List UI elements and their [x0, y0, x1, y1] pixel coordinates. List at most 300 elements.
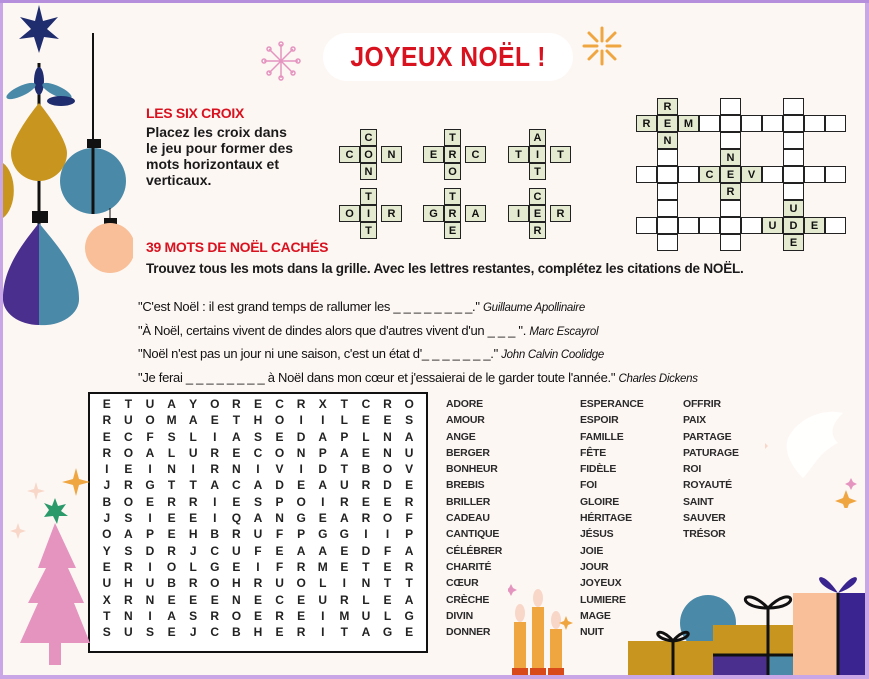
- crossword-cell[interactable]: [825, 115, 846, 132]
- grid-letter[interactable]: P: [145, 527, 154, 542]
- grid-letter[interactable]: G: [296, 511, 306, 526]
- grid-letter[interactable]: G: [382, 625, 393, 640]
- grid-letter[interactable]: J: [189, 543, 197, 558]
- crossword-cell[interactable]: [804, 115, 825, 132]
- grid-letter[interactable]: D: [145, 543, 155, 558]
- grid-letter[interactable]: F: [405, 511, 413, 526]
- six-croix-title: LES SIX CROIX: [146, 105, 245, 121]
- grid-letter[interactable]: C: [210, 625, 220, 640]
- grid-letter[interactable]: E: [297, 608, 306, 623]
- grid-letter[interactable]: R: [383, 397, 392, 411]
- grid-letter[interactable]: E: [383, 559, 392, 574]
- grid-letter[interactable]: E: [145, 494, 154, 509]
- grid-letter[interactable]: E: [297, 478, 306, 493]
- grid-letter[interactable]: C: [232, 478, 241, 493]
- grid-letter[interactable]: R: [167, 494, 176, 509]
- grid-letter[interactable]: P: [297, 527, 306, 542]
- grid-letter[interactable]: N: [383, 445, 392, 460]
- grid-letter[interactable]: L: [189, 559, 197, 574]
- grid-letter[interactable]: A: [253, 478, 263, 493]
- grid-letter[interactable]: N: [361, 576, 371, 591]
- grid-letter[interactable]: R: [253, 576, 263, 591]
- grid-letter[interactable]: S: [102, 625, 111, 640]
- grid-letter[interactable]: T: [103, 608, 111, 623]
- crossword-cell[interactable]: [657, 166, 678, 183]
- crossword-cell[interactable]: [657, 183, 678, 200]
- grid-letter[interactable]: O: [166, 559, 177, 574]
- grid-letter[interactable]: I: [342, 576, 346, 591]
- grid-letter[interactable]: O: [274, 445, 285, 460]
- grid-letter[interactable]: J: [103, 478, 111, 493]
- grid-letter[interactable]: H: [253, 413, 263, 428]
- crossword-cell[interactable]: C: [699, 166, 720, 183]
- crossword-cell[interactable]: N: [657, 132, 678, 149]
- grid-letter[interactable]: U: [253, 527, 263, 542]
- crossword-cell[interactable]: [699, 115, 720, 132]
- crossword-cell[interactable]: [783, 115, 804, 132]
- grid-letter[interactable]: I: [385, 527, 390, 542]
- grid-letter[interactable]: R: [296, 625, 306, 640]
- crossword-cell[interactable]: [783, 183, 804, 200]
- grid-letter[interactable]: U: [188, 445, 198, 460]
- word-list-item: AMOUR: [446, 414, 485, 427]
- grid-letter[interactable]: R: [404, 494, 414, 509]
- grid-letter[interactable]: I: [321, 625, 325, 640]
- crossword-cell[interactable]: R: [636, 115, 657, 132]
- crossword-cell[interactable]: [783, 166, 804, 183]
- grid-letter[interactable]: U: [318, 592, 328, 607]
- grid-letter[interactable]: E: [253, 397, 262, 411]
- cross-cell-center: I: [360, 205, 377, 222]
- grid-letter[interactable]: S: [189, 608, 198, 623]
- grid-letter[interactable]: C: [275, 592, 284, 607]
- grid-letter[interactable]: E: [383, 592, 392, 607]
- grid-letter[interactable]: T: [340, 625, 348, 640]
- grid-letter[interactable]: L: [167, 445, 176, 460]
- grid-letter[interactable]: E: [318, 511, 327, 526]
- crossword-cell[interactable]: [762, 115, 783, 132]
- grid-letter[interactable]: I: [148, 511, 152, 526]
- grid-letter[interactable]: R: [296, 397, 306, 411]
- grid-letter[interactable]: A: [318, 543, 328, 558]
- grid-letter[interactable]: E: [340, 559, 349, 574]
- cross-cell-center: E: [529, 205, 546, 222]
- grid-letter[interactable]: O: [382, 511, 393, 526]
- grid-letter[interactable]: R: [339, 592, 349, 607]
- grid-letter[interactable]: L: [340, 413, 348, 428]
- instruction-line: le jeu pour former des: [146, 140, 294, 156]
- word-list-item: FAMILLE: [580, 430, 624, 443]
- grid-letter[interactable]: J: [189, 625, 197, 640]
- grid-letter[interactable]: R: [404, 559, 414, 574]
- cross-piece[interactable]: [508, 129, 583, 186]
- grid-letter[interactable]: E: [275, 625, 284, 640]
- grid-letter[interactable]: I: [256, 559, 260, 574]
- crossword-cell[interactable]: [783, 149, 804, 166]
- grid-letter[interactable]: S: [253, 494, 262, 509]
- word-list-column-1: [446, 396, 502, 640]
- crossword-cell[interactable]: [678, 166, 699, 183]
- grid-letter[interactable]: I: [299, 413, 303, 428]
- grid-letter[interactable]: I: [148, 462, 152, 477]
- crossword-cell[interactable]: [720, 132, 741, 149]
- grid-letter[interactable]: H: [188, 527, 198, 542]
- grid-letter[interactable]: U: [361, 608, 371, 623]
- crossword-cell[interactable]: [678, 217, 699, 234]
- grid-letter[interactable]: E: [361, 494, 370, 509]
- grid-letter[interactable]: M: [339, 608, 350, 623]
- crossword-cell[interactable]: [720, 200, 741, 217]
- crossword-cell[interactable]: [783, 132, 804, 149]
- grid-letter[interactable]: I: [148, 608, 152, 623]
- grid-letter[interactable]: T: [383, 576, 392, 591]
- grid-letter[interactable]: I: [213, 511, 217, 526]
- grid-letter[interactable]: U: [102, 576, 112, 591]
- grid-letter[interactable]: N: [232, 592, 241, 607]
- grid-letter[interactable]: E: [167, 527, 176, 542]
- grid-letter[interactable]: N: [167, 462, 176, 477]
- grid-letter[interactable]: R: [188, 576, 198, 591]
- grid-letter[interactable]: E: [189, 592, 198, 607]
- crossword-cell[interactable]: R: [720, 183, 741, 200]
- grid-letter[interactable]: T: [167, 478, 176, 493]
- quote-3: "Noël n'est pas un jour ni une saison, c'est un état d'_ _ _ _ _ _ _." John Calvin Coolidge: [138, 346, 604, 361]
- grid-letter[interactable]: E: [167, 511, 176, 526]
- grid-letter[interactable]: E: [361, 445, 370, 460]
- grid-letter[interactable]: M: [166, 413, 177, 428]
- grid-letter[interactable]: H: [253, 625, 263, 640]
- crossword-cell[interactable]: E: [720, 166, 741, 183]
- grid-letter[interactable]: I: [191, 462, 195, 477]
- grid-letter[interactable]: U: [232, 543, 241, 558]
- grid-letter[interactable]: A: [232, 429, 241, 444]
- grid-letter[interactable]: E: [232, 559, 241, 574]
- crossword-cell[interactable]: [657, 234, 678, 251]
- grid-letter[interactable]: C: [210, 543, 220, 558]
- grid-letter[interactable]: B: [102, 494, 112, 509]
- word-list-item: DIVIN: [446, 609, 474, 622]
- grid-letter[interactable]: R: [210, 462, 220, 477]
- grid-letter[interactable]: I: [213, 429, 217, 444]
- crossword-cell[interactable]: [720, 234, 741, 251]
- grid-letter[interactable]: Y: [102, 543, 111, 558]
- grid-letter[interactable]: P: [405, 527, 414, 542]
- grid-letter[interactable]: I: [321, 413, 325, 428]
- grid-letter[interactable]: R: [361, 478, 371, 493]
- grid-letter[interactable]: E: [383, 494, 392, 509]
- grid-letter[interactable]: O: [231, 608, 242, 623]
- grid-letter[interactable]: E: [383, 413, 392, 428]
- crossword-cell[interactable]: U: [783, 200, 804, 217]
- grid-letter[interactable]: E: [124, 462, 133, 477]
- grid-row: [96, 510, 420, 526]
- grid-letter[interactable]: A: [145, 445, 155, 460]
- grid-letter[interactable]: E: [253, 608, 262, 623]
- grid-letter[interactable]: R: [210, 608, 220, 623]
- grid-letter[interactable]: V: [275, 462, 284, 477]
- grid-letter[interactable]: E: [405, 478, 414, 493]
- cross-piece[interactable]: [423, 188, 498, 245]
- grid-letter[interactable]: R: [210, 445, 220, 460]
- grid-letter[interactable]: I: [364, 527, 368, 542]
- grid-letter[interactable]: C: [124, 429, 133, 444]
- word-list-item: BREBIS: [446, 479, 485, 492]
- crossword-cell[interactable]: D: [783, 217, 804, 234]
- grid-letter[interactable]: R: [339, 494, 349, 509]
- grid-letter[interactable]: O: [123, 494, 134, 509]
- grid-letter[interactable]: E: [210, 413, 219, 428]
- grid-letter[interactable]: I: [213, 494, 217, 509]
- grid-letter[interactable]: T: [405, 576, 413, 591]
- grid-letter[interactable]: A: [404, 429, 414, 444]
- grid-letter[interactable]: E: [232, 494, 241, 509]
- grid-letter[interactable]: O: [145, 413, 155, 428]
- grid-letter[interactable]: R: [167, 543, 176, 558]
- grid-letter[interactable]: U: [339, 478, 349, 493]
- grid-letter[interactable]: R: [124, 592, 133, 607]
- grid-letter[interactable]: R: [232, 527, 241, 542]
- grid-letter[interactable]: R: [102, 413, 112, 428]
- grid-letter[interactable]: L: [189, 429, 197, 444]
- grid-letter[interactable]: R: [296, 559, 306, 574]
- grid-letter[interactable]: I: [148, 559, 152, 574]
- crossword-cell[interactable]: [657, 149, 678, 166]
- quote-4: "Je ferai _ _ _ _ _ _ _ _ à Noël dans mon cœur et j'essaierai de le garder toute l'année." Charles Dickens: [138, 369, 698, 385]
- grid-letter[interactable]: X: [102, 592, 111, 607]
- grid-letter[interactable]: N: [383, 429, 392, 444]
- grid-letter[interactable]: H: [232, 576, 241, 591]
- grid-letter[interactable]: E: [340, 543, 349, 558]
- grid-letter[interactable]: O: [210, 397, 220, 411]
- grid-letter[interactable]: I: [321, 608, 325, 623]
- crossword-cell[interactable]: [804, 166, 825, 183]
- grid-letter[interactable]: A: [210, 478, 220, 493]
- grid-letter[interactable]: E: [102, 397, 111, 411]
- crossword-cell[interactable]: E: [783, 234, 804, 251]
- grid-letter[interactable]: B: [232, 625, 241, 640]
- grid-letter[interactable]: G: [145, 478, 155, 493]
- grid-letter[interactable]: S: [405, 413, 414, 428]
- grid-letter[interactable]: E: [167, 592, 176, 607]
- grid-letter[interactable]: A: [167, 397, 176, 411]
- grid-letter[interactable]: L: [383, 608, 392, 623]
- grid-letter[interactable]: R: [232, 397, 241, 411]
- grid-letter[interactable]: U: [124, 413, 133, 428]
- grid-letter[interactable]: A: [124, 527, 133, 542]
- grid-letter[interactable]: C: [253, 445, 263, 460]
- cross-cell-left: C: [339, 146, 360, 163]
- crossword-cell[interactable]: [762, 166, 783, 183]
- grid-letter[interactable]: O: [296, 576, 306, 591]
- grid-letter[interactable]: S: [167, 429, 176, 444]
- grid-letter[interactable]: H: [124, 576, 133, 591]
- grid-letter[interactable]: T: [362, 559, 370, 574]
- crossword-cell[interactable]: [825, 217, 846, 234]
- grid-letter[interactable]: A: [318, 429, 328, 444]
- grid-letter[interactable]: E: [167, 625, 176, 640]
- grid-letter[interactable]: O: [382, 462, 393, 477]
- grid-letter[interactable]: E: [189, 511, 198, 526]
- grid-letter[interactable]: E: [275, 429, 284, 444]
- grid-letter[interactable]: A: [339, 445, 349, 460]
- crossword-cell[interactable]: [657, 217, 678, 234]
- grid-letter[interactable]: A: [361, 625, 371, 640]
- grid-letter[interactable]: L: [319, 576, 327, 591]
- crossword-cell[interactable]: N: [720, 149, 741, 166]
- crossword-cell[interactable]: [825, 166, 846, 183]
- grid-letter[interactable]: T: [340, 397, 348, 411]
- grid-letter[interactable]: B: [167, 576, 176, 591]
- grid-letter[interactable]: F: [275, 559, 284, 574]
- grid-letter[interactable]: L: [362, 429, 370, 444]
- grid-letter[interactable]: Y: [189, 397, 198, 411]
- crossword-cell[interactable]: E: [804, 217, 825, 234]
- grid-letter[interactable]: N: [275, 511, 284, 526]
- grid-letter[interactable]: B: [361, 462, 371, 477]
- grid-letter[interactable]: G: [339, 527, 349, 542]
- cross-piece[interactable]: [339, 129, 414, 186]
- grid-letter[interactable]: O: [404, 397, 414, 411]
- cross-piece[interactable]: [423, 129, 498, 186]
- crossword-cell[interactable]: [783, 98, 804, 115]
- grid-letter[interactable]: G: [404, 608, 414, 623]
- grid-letter[interactable]: R: [102, 445, 112, 460]
- grid-letter[interactable]: F: [254, 543, 262, 558]
- grid-letter[interactable]: A: [318, 478, 328, 493]
- crossword-cell[interactable]: [741, 115, 762, 132]
- grid-letter[interactable]: S: [253, 429, 262, 444]
- grid-letter[interactable]: R: [361, 511, 371, 526]
- grid-letter[interactable]: R: [275, 608, 284, 623]
- grid-letter[interactable]: P: [275, 494, 284, 509]
- crossword-cell[interactable]: [636, 166, 657, 183]
- grid-letter[interactable]: R: [124, 559, 133, 574]
- grid-letter[interactable]: R: [188, 494, 198, 509]
- grid-letter[interactable]: R: [124, 478, 133, 493]
- grid-letter[interactable]: N: [124, 608, 133, 623]
- crossword-cell[interactable]: [741, 217, 762, 234]
- grid-letter[interactable]: I: [105, 462, 109, 477]
- grid-letter[interactable]: I: [321, 494, 325, 509]
- grid-letter[interactable]: D: [275, 478, 284, 493]
- grid-letter[interactable]: T: [124, 397, 133, 411]
- crossword-cell[interactable]: [720, 217, 741, 234]
- crossword-cell[interactable]: [720, 98, 741, 115]
- grid-letter[interactable]: A: [404, 543, 414, 558]
- grid-letter[interactable]: S: [124, 511, 133, 526]
- grid-letter[interactable]: P: [340, 429, 349, 444]
- crossword-cell[interactable]: [699, 217, 720, 234]
- grid-letter[interactable]: E: [361, 413, 370, 428]
- cross-piece[interactable]: [339, 188, 414, 245]
- grid-letter[interactable]: C: [361, 397, 371, 411]
- grid-letter[interactable]: N: [296, 445, 306, 460]
- grid-letter[interactable]: O: [210, 576, 220, 591]
- grid-letter[interactable]: O: [102, 527, 112, 542]
- grid-letter[interactable]: D: [383, 478, 392, 493]
- grid-letter[interactable]: T: [232, 413, 241, 428]
- cross-piece[interactable]: [508, 188, 583, 245]
- grid-letter[interactable]: E: [232, 445, 241, 460]
- grid-letter[interactable]: P: [318, 445, 327, 460]
- grid-letter[interactable]: G: [318, 527, 328, 542]
- crossword-cell[interactable]: M: [678, 115, 699, 132]
- grid-letter[interactable]: A: [253, 511, 263, 526]
- grid-letter[interactable]: U: [275, 576, 284, 591]
- grid-letter[interactable]: E: [253, 592, 262, 607]
- grid-letter[interactable]: N: [145, 592, 155, 607]
- grid-letter[interactable]: V: [405, 462, 414, 477]
- grid-letter[interactable]: A: [296, 543, 306, 558]
- grid-letter[interactable]: F: [383, 543, 392, 558]
- grid-letter[interactable]: U: [145, 397, 155, 411]
- crossword-cell[interactable]: [636, 217, 657, 234]
- grid-letter[interactable]: Q: [231, 511, 242, 526]
- grid-letter[interactable]: D: [296, 429, 306, 444]
- grid-letter[interactable]: E: [297, 592, 306, 607]
- grid-letter[interactable]: E: [210, 592, 219, 607]
- grid-letter[interactable]: A: [167, 608, 176, 623]
- grid-letter[interactable]: D: [361, 543, 371, 558]
- grid-letter[interactable]: U: [145, 576, 155, 591]
- cross-cell-top: T: [360, 188, 377, 205]
- crossword-cell[interactable]: [657, 200, 678, 217]
- crossword-cell[interactable]: U: [762, 217, 783, 234]
- grid-letter[interactable]: E: [405, 625, 414, 640]
- star-icon: [19, 5, 59, 53]
- mots-caches-instructions: Trouvez tous les mots dans la grille. Avec les lettres restantes, complétez les citations de NOËL.: [146, 261, 744, 276]
- grid-letter[interactable]: G: [210, 559, 220, 574]
- grid-letter[interactable]: B: [210, 527, 220, 542]
- grid-letter[interactable]: O: [123, 445, 134, 460]
- grid-letter[interactable]: E: [102, 429, 111, 444]
- grid-letter[interactable]: F: [275, 527, 284, 542]
- word-list-item: PATURAGE: [683, 446, 739, 459]
- grid-letter[interactable]: S: [145, 625, 154, 640]
- cross-cell-left: O: [339, 205, 360, 222]
- grid-letter[interactable]: N: [232, 462, 241, 477]
- grid-letter[interactable]: E: [275, 543, 284, 558]
- crossword-cell[interactable]: R: [657, 98, 678, 115]
- crossword-cell[interactable]: V: [741, 166, 762, 183]
- grid-letter[interactable]: T: [189, 478, 197, 493]
- grid-letter[interactable]: A: [339, 511, 349, 526]
- grid-letter[interactable]: L: [362, 592, 370, 607]
- grid-letter[interactable]: O: [296, 494, 306, 509]
- grid-letter[interactable]: M: [317, 559, 328, 574]
- grid-letter[interactable]: F: [146, 429, 154, 444]
- grid-letter[interactable]: D: [318, 462, 328, 477]
- grid-letter[interactable]: I: [256, 462, 260, 477]
- grid-letter[interactable]: U: [124, 625, 133, 640]
- word-list-item: ESPERANCE: [580, 398, 644, 410]
- crossword-cell[interactable]: [720, 115, 741, 132]
- grid-letter[interactable]: I: [299, 462, 303, 477]
- grid-letter[interactable]: X: [318, 397, 327, 411]
- grid-letter[interactable]: C: [275, 397, 284, 411]
- grid-letter[interactable]: E: [102, 559, 111, 574]
- grid-letter[interactable]: S: [124, 543, 133, 558]
- grid-letter[interactable]: U: [404, 445, 414, 460]
- grid-letter[interactable]: A: [404, 592, 414, 607]
- word-list-item: OFFRIR: [683, 398, 721, 410]
- grid-row: [96, 396, 420, 412]
- grid-letter[interactable]: J: [103, 511, 111, 526]
- grid-letter[interactable]: A: [188, 413, 198, 428]
- crossword-cell[interactable]: E: [657, 115, 678, 132]
- grid-letter[interactable]: O: [274, 413, 285, 428]
- grid-letter[interactable]: T: [340, 462, 348, 477]
